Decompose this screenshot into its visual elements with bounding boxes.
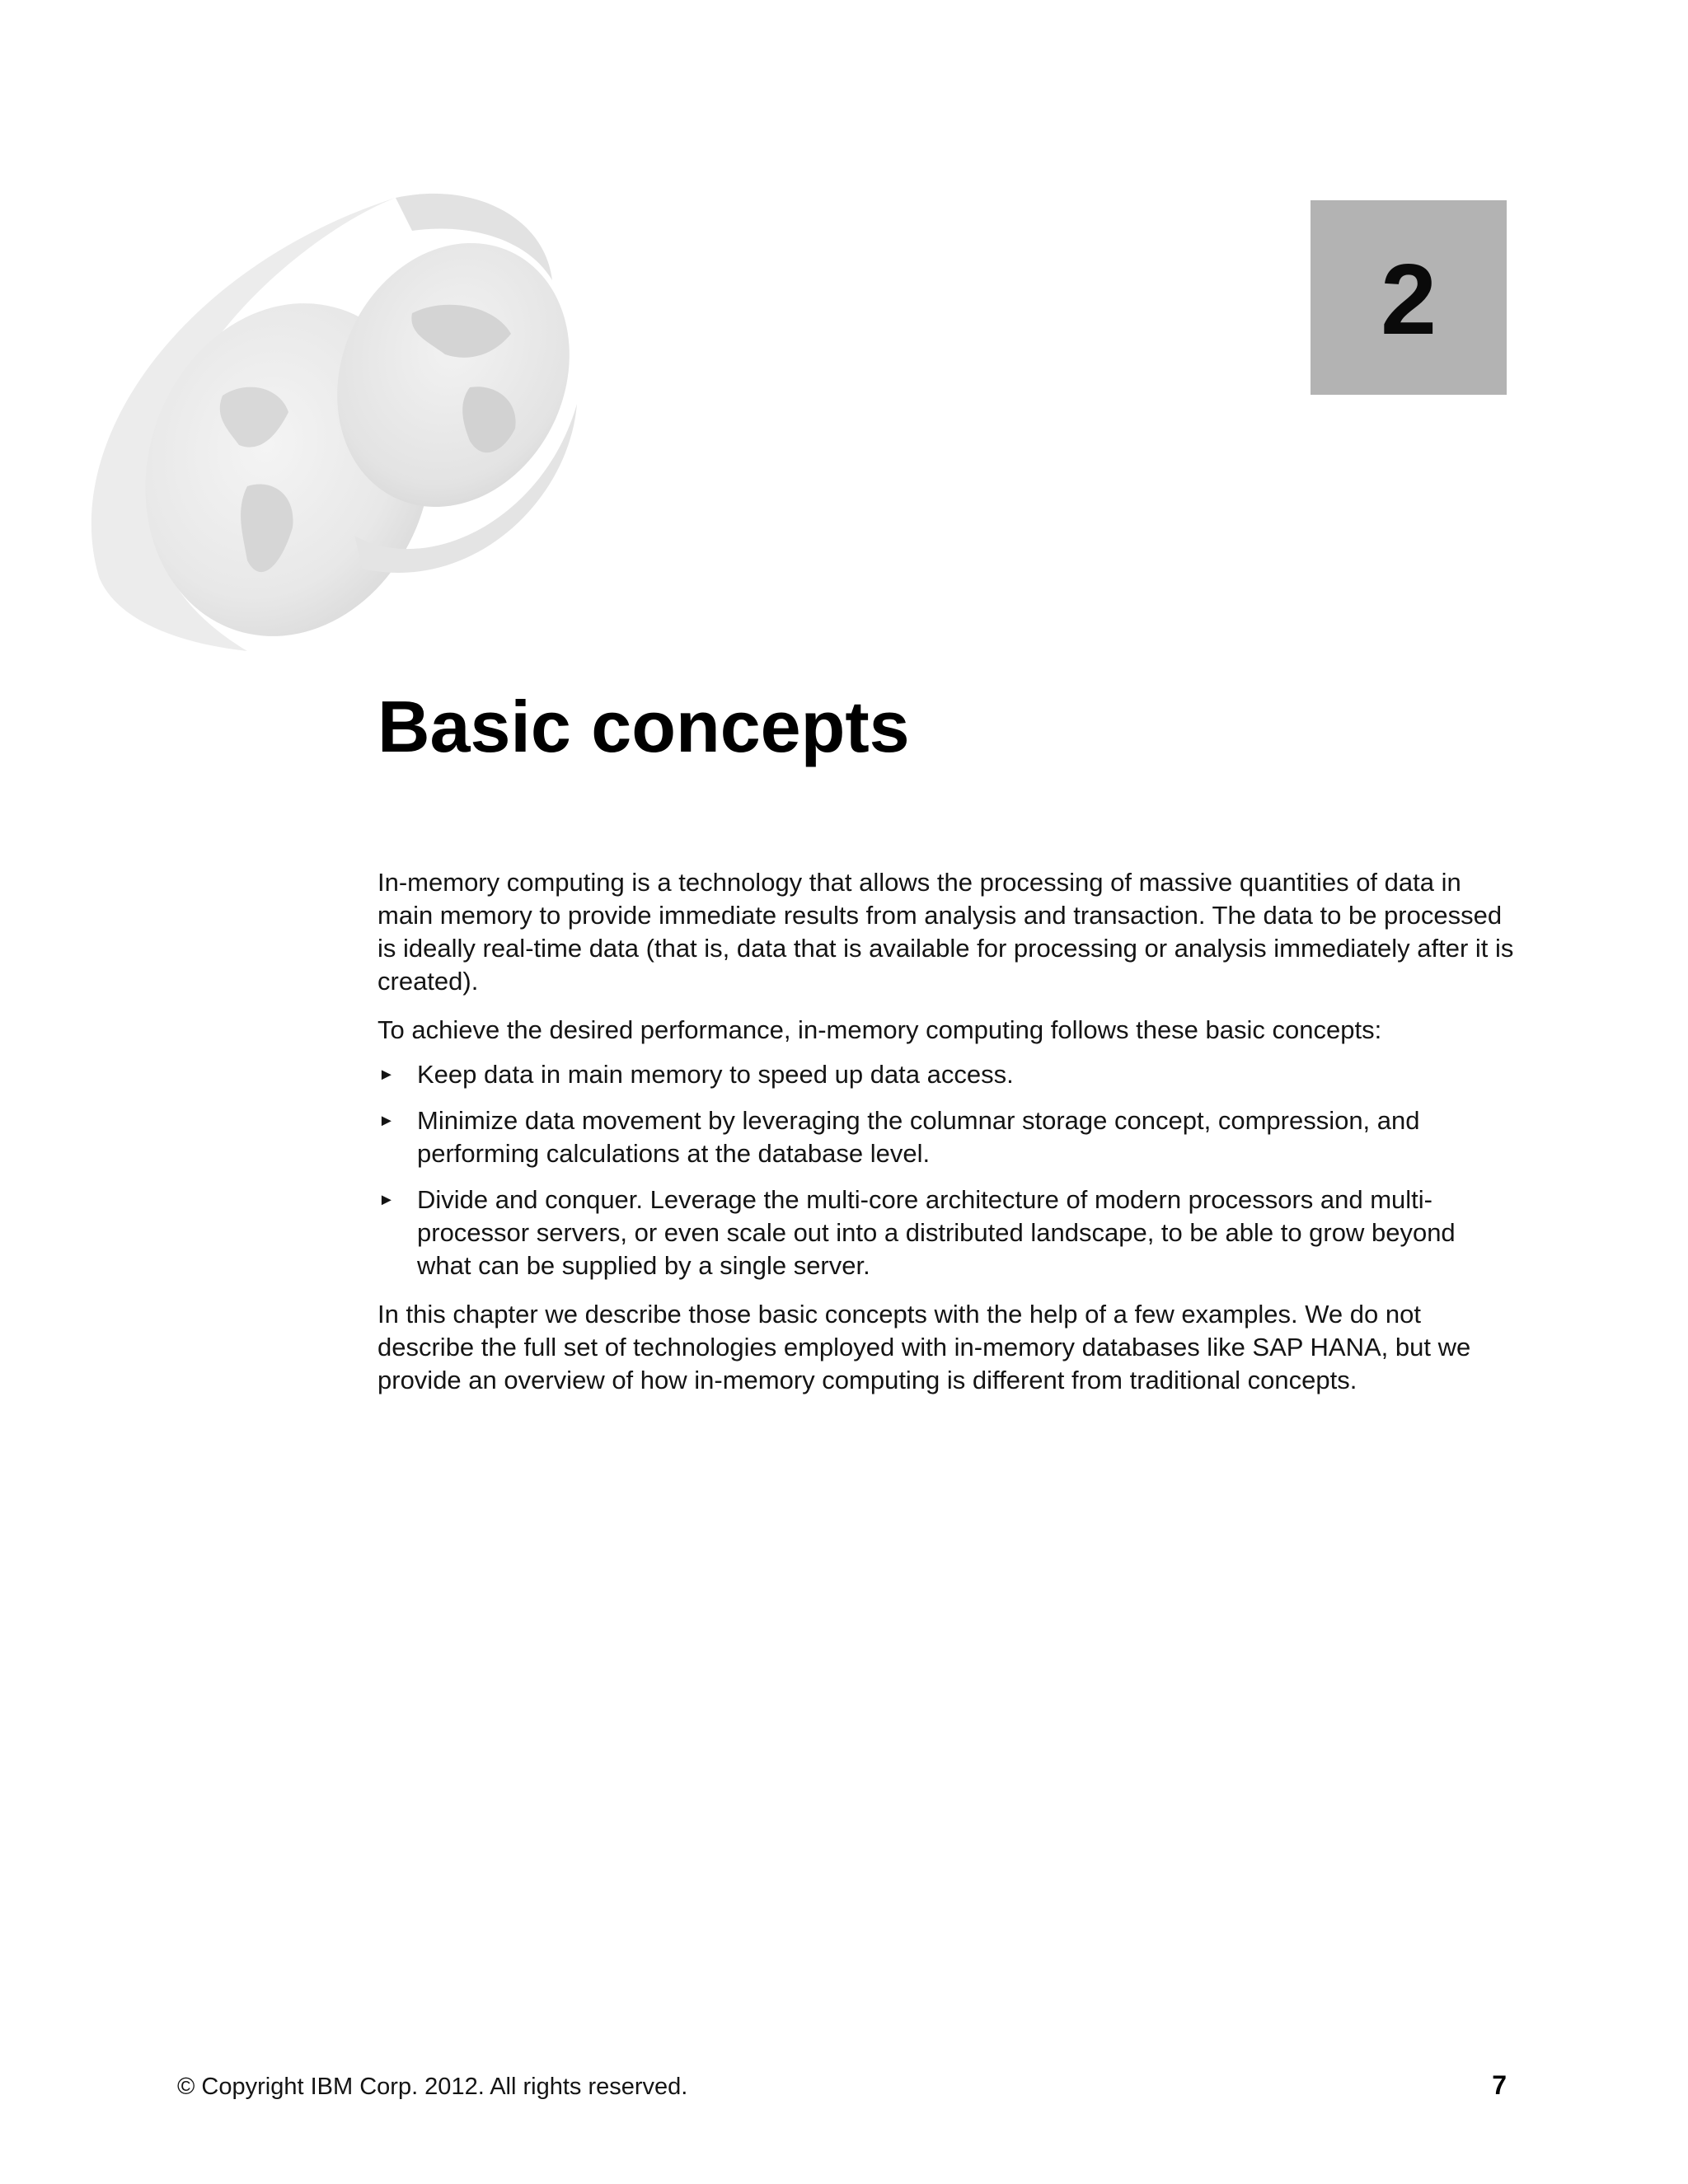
intro-paragraph: In-memory computing is a technology that allows the processing of massive quantities of data in main memory to provide immediate results from analysis and transaction. The data to be processed is ideally real-time data (that is, data that is available for processing or analysis immediately after it is created).: [377, 868, 1514, 996]
chapter-number-box: [1311, 200, 1507, 395]
lead-in-paragraph: To achieve the desired performance, in-memory computing follows these basic concepts:: [377, 1015, 1382, 1044]
triangle-bullet-icon: ►: [378, 1112, 395, 1130]
chapter-number: 2: [1381, 243, 1437, 355]
footer-copyright: © Copyright IBM Corp. 2012. All rights reserved.: [177, 2074, 688, 2100]
chapter-body: [377, 866, 1515, 1413]
list-item: [377, 1058, 1515, 1091]
triangle-bullet-icon: ►: [378, 1191, 395, 1209]
concept-list: [377, 1058, 1515, 1282]
list-item: [377, 1104, 1515, 1170]
closing-paragraph: In this chapter we describe those basic concepts with the help of a few examples. We do not describe the full set of technologies employed with in-memory databases like SAP HANA, but we provide an overview of how in-memory computing is different from traditional concepts.: [377, 1300, 1471, 1394]
list-item-text: Keep data in main memory to speed up data access.: [417, 1060, 1014, 1089]
list-item: [377, 1183, 1515, 1282]
list-item-text: Divide and conquer. Leverage the multi-core architecture of modern processors and multi-processor servers, or even scale out into a distributed landscape, to be able to grow beyond what can be supplied by a single server.: [417, 1185, 1456, 1280]
list-item-text: Minimize data movement by leveraging the columnar storage concept, compression, and performing calculations at the database level.: [417, 1106, 1420, 1168]
triangle-bullet-icon: ►: [378, 1066, 395, 1084]
ibm-globe-logo-icon: [82, 190, 659, 668]
chapter-title: Basic concepts: [377, 686, 910, 767]
page-number: 7: [1492, 2070, 1507, 2100]
